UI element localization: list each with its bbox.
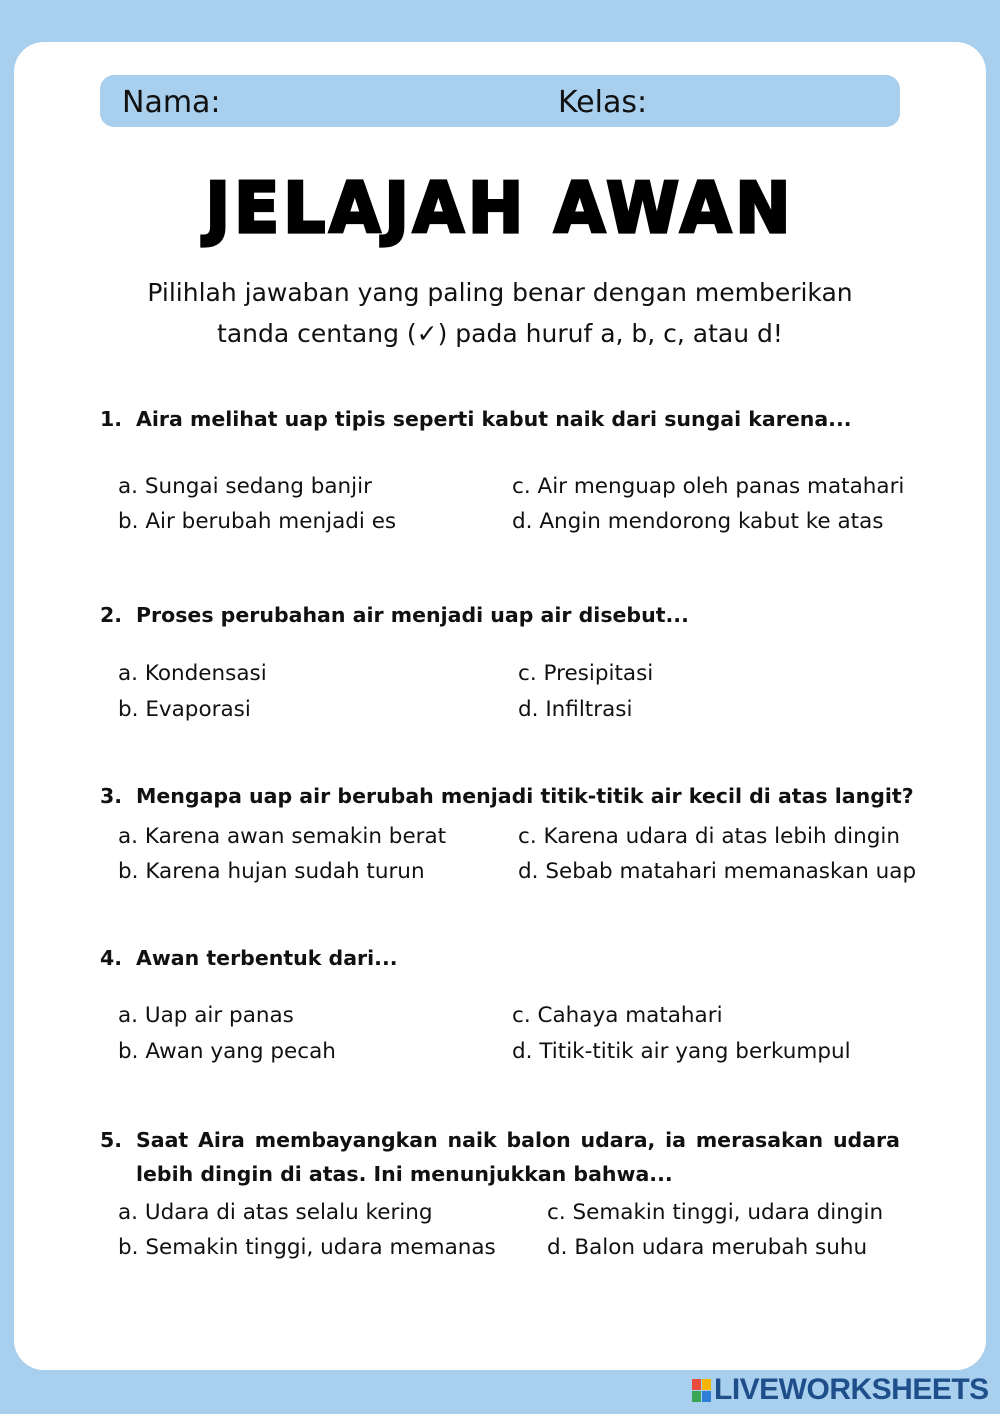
question-number: 2. xyxy=(100,603,123,627)
question-number: 1. xyxy=(100,407,123,431)
q4-option-a[interactable]: a. Uap air panas xyxy=(118,1003,294,1028)
q1-option-a[interactable]: a. Sungai sedang banjir xyxy=(118,474,372,499)
question-text: Mengapa uap air berubah menjadi titik-titik air kecil di atas langit? xyxy=(136,784,914,808)
q5-option-b[interactable]: b. Semakin tinggi, udara memanas xyxy=(118,1235,496,1260)
logo-square-yellow xyxy=(702,1379,711,1390)
q2-option-d[interactable]: d. Infiltrasi xyxy=(518,697,633,722)
logo-square-red xyxy=(692,1379,701,1390)
q3-option-d[interactable]: d. Sebab matahari memanaskan uap xyxy=(518,859,917,884)
q2-option-b[interactable]: b. Evaporasi xyxy=(118,697,251,722)
question-number: 3. xyxy=(100,784,123,808)
q1-option-b[interactable]: b. Air berubah menjadi es xyxy=(118,509,397,534)
logo-text: LIVEWORKSHEETS xyxy=(714,1373,989,1406)
instruction-line-2: tanda centang (✓) pada huruf a, b, c, atau d! xyxy=(217,319,783,348)
liveworksheets-logo-icon xyxy=(692,1379,710,1401)
q1-option-c[interactable]: c. Air menguap oleh panas matahari xyxy=(512,474,905,499)
liveworksheets-logo[interactable] xyxy=(692,1372,989,1408)
q5-option-c[interactable]: c. Semakin tinggi, udara dingin xyxy=(547,1200,884,1225)
question-4 xyxy=(100,946,398,970)
question-text: Awan terbentuk dari... xyxy=(136,946,398,970)
logo-square-blue xyxy=(702,1391,711,1402)
kelas-label: Kelas: xyxy=(558,85,648,120)
q4-option-c[interactable]: c. Cahaya matahari xyxy=(512,1003,723,1028)
q4-option-b[interactable]: b. Awan yang pecah xyxy=(118,1039,336,1064)
instruction-line-1: Pilihlah jawaban yang paling benar dengan memberikan xyxy=(147,278,853,307)
q1-option-d[interactable]: d. Angin mendorong kabut ke atas xyxy=(512,509,884,534)
q3-option-a[interactable]: a. Karena awan semakin berat xyxy=(118,824,447,849)
question-text: Saat Aira membayangkan naik balon udara, ia merasakan udara lebih dingin di atas. Ini menunjukkan bahwa... xyxy=(136,1128,900,1186)
q5-option-d[interactable]: d. Balon udara merubah suhu xyxy=(547,1235,868,1260)
question-2 xyxy=(100,603,689,627)
q4-option-d[interactable]: d. Titik-titik air yang berkumpul xyxy=(512,1039,851,1064)
logo-square-green xyxy=(692,1391,701,1402)
q3-option-c[interactable]: c. Karena udara di atas lebih dingin xyxy=(518,824,900,849)
question-number: 5. xyxy=(100,1128,123,1152)
q2-option-a[interactable]: a. Kondensasi xyxy=(118,661,267,686)
question-number: 4. xyxy=(100,946,123,970)
student-info-bar xyxy=(100,75,900,127)
question-3 xyxy=(100,784,914,808)
q2-option-c[interactable]: c. Presipitasi xyxy=(518,661,654,686)
question-text: Aira melihat uap tipis seperti kabut naik dari sungai karena... xyxy=(136,407,852,431)
instruction-text xyxy=(80,272,920,354)
q5-option-a[interactable]: a. Udara di atas selalu kering xyxy=(118,1200,433,1225)
q3-option-b[interactable]: b. Karena hujan sudah turun xyxy=(118,859,425,884)
nama-label: Nama: xyxy=(122,85,221,120)
question-text: Proses perubahan air menjadi uap air disebut... xyxy=(136,603,689,627)
question-1 xyxy=(100,407,852,431)
worksheet-title: JELAJAH AWAN xyxy=(205,168,795,249)
